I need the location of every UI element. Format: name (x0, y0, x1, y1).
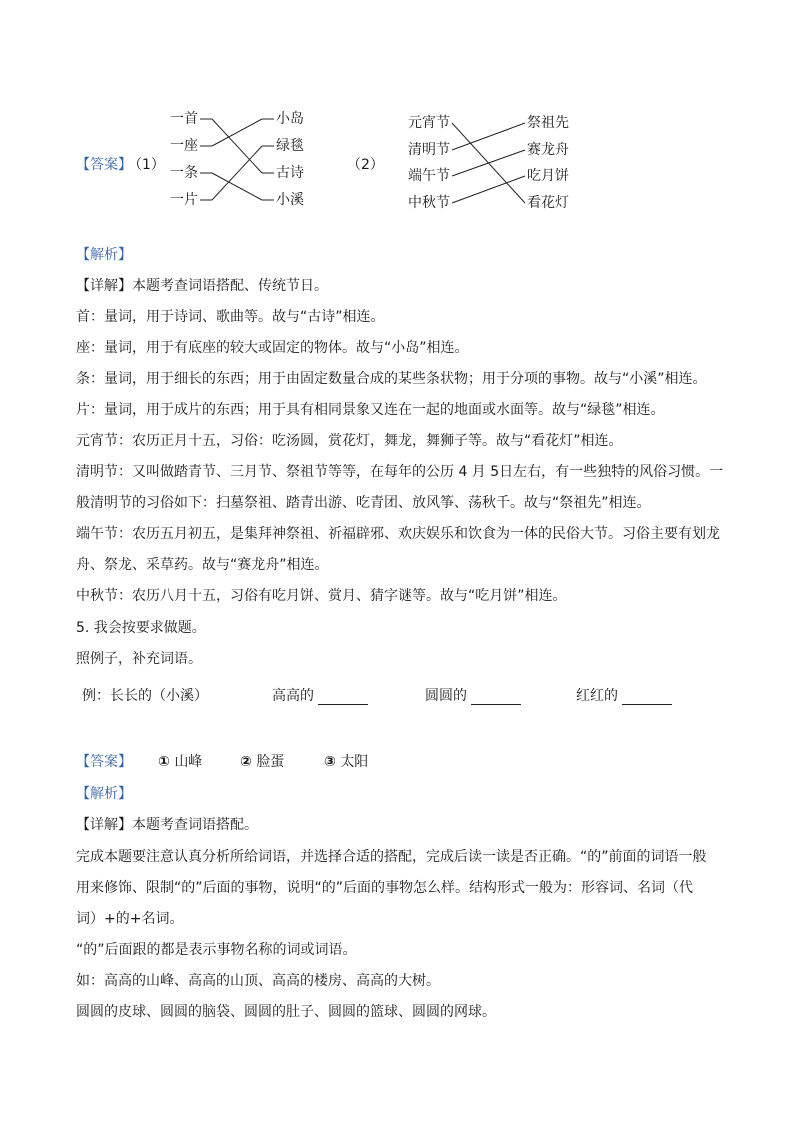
answer-text: 太阳 (340, 754, 369, 770)
match-line (212, 119, 262, 146)
fill-blank[interactable] (622, 690, 672, 705)
match-line (452, 150, 525, 176)
answer-number: ① (158, 754, 170, 770)
analysis-line: 元宵节：农历正月十五，习俗：吃汤圆，赏花灯，舞龙，舞狮子等。故与“看花灯”相连。 (76, 433, 623, 449)
analysis-line: 般清明节的习俗如下：扫墓祭祖、踏青出游、吃青团、放风筝、荡秋千。故与“祭祖先”相连。 (76, 495, 651, 511)
answer-item (158, 753, 202, 771)
matching-lines (0, 0, 794, 240)
fill-item-label: 红红的 (576, 688, 618, 704)
right-word: 古诗 (276, 165, 304, 181)
left-word: 一首 (170, 111, 198, 127)
match-line (212, 146, 262, 200)
answer-item (324, 753, 368, 771)
analysis-line: 词）+的+名词。 (76, 911, 184, 927)
right-word: 小岛 (276, 111, 304, 127)
answer-number: ② (240, 754, 252, 770)
example-text: 例：长长的（小溪） (82, 688, 208, 704)
match-line (452, 176, 525, 203)
answer-item (240, 753, 284, 771)
analysis-line: 片：量词，用于成片的东西；用于具有相同景象又连在一起的地面或水面等。故与“绿毯”相连。 (76, 402, 665, 418)
fill-blank[interactable] (318, 690, 368, 705)
fill-blank[interactable] (471, 690, 521, 705)
part-2-index: （2） (347, 157, 384, 173)
analysis-line: 条：量词，用于细长的东西；用于由固定数量合成的某些条状物；用于分项的事物。故与“小溪”相连。 (76, 371, 707, 387)
fill-item (272, 687, 368, 705)
analysis-line: “的”后面跟的都是表示事物名称的词或词语。 (76, 942, 357, 958)
right-word: 绿毯 (276, 138, 304, 154)
analysis-line: 清明节：又叫做踏青节、三月节、祭祖节等等，在每年的公历 4 月 5日左右，有一些独特的风俗习惯。一 (76, 464, 724, 480)
analysis-line: 【详解】本题考查词语搭配。 (76, 817, 258, 833)
festival-word: 清明节 (408, 142, 450, 158)
fill-item-label: 圆圆的 (425, 688, 467, 704)
match-line (452, 123, 525, 150)
analysis-line: 【详解】本题考查词语搭配、传统节日。 (76, 278, 328, 294)
analysis-line: 用来修饰、限制“的”后面的事物，说明“的”后面的事物怎么样。结构形式一般为：形容词、名词（代 (76, 880, 694, 896)
fill-item (425, 687, 521, 705)
festival-word: 元宵节 (408, 115, 450, 131)
answer-text: 脸蛋 (256, 754, 285, 770)
analysis-line: 圆圆的皮球、圆圆的脑袋、圆圆的肚子、圆圆的篮球、圆圆的网球。 (76, 1004, 496, 1020)
analysis-label: 【解析】 (76, 786, 132, 802)
left-word: 一座 (170, 138, 198, 154)
custom-word: 吃月饼 (527, 168, 569, 184)
answer-label: 【答案】 (76, 157, 132, 173)
analysis-line: 完成本题要注意认真分析所给词语，并选择合适的搭配，完成后读一读是否正确。“的”前面的词语一般 (76, 849, 707, 865)
analysis-line: 首：量词，用于诗词、歌曲等。故与“古诗”相连。 (76, 309, 385, 325)
part-1-index: （1） (128, 157, 165, 173)
fill-item-label: 高高的 (272, 688, 314, 704)
fill-item (576, 687, 672, 705)
analysis-line: 中秋节：农历八月十五，习俗有吃月饼、赏月、猜字谜等。故与“吃月饼”相连。 (76, 588, 567, 604)
analysis-line: 舟、祭龙、采草药。故与“赛龙舟”相连。 (76, 557, 329, 573)
left-word: 一片 (170, 192, 198, 208)
custom-word: 赛龙舟 (527, 142, 569, 158)
answer-text: 山峰 (174, 754, 203, 770)
question-instruction: 照例子，补充词语。 (76, 651, 202, 667)
question-title: 5. 我会按要求做题。 (76, 620, 206, 636)
analysis-line: 如：高高的山峰、高高的山顶、高高的楼房、高高的大树。 (76, 973, 440, 989)
custom-word: 祭祖先 (527, 115, 569, 131)
answer-number: ③ (324, 754, 336, 770)
match-line (212, 119, 262, 173)
festival-word: 端午节 (408, 168, 450, 184)
right-word: 小溪 (276, 192, 304, 208)
custom-word: 看花灯 (527, 195, 569, 211)
festival-word: 中秋节 (408, 195, 450, 211)
analysis-line: 端午节：农历五月初五，是集拜神祭祖、祈福辟邪、欢庆娱乐和饮食为一体的民俗大节。习俗主要有划龙 (76, 526, 720, 542)
analysis-line: 座：量词，用于有底座的较大或固定的物体。故与“小岛”相连。 (76, 340, 469, 356)
answer-label: 【答案】 (76, 754, 132, 770)
match-line (212, 173, 262, 200)
left-word: 一条 (170, 165, 198, 181)
analysis-label: 【解析】 (76, 247, 132, 263)
